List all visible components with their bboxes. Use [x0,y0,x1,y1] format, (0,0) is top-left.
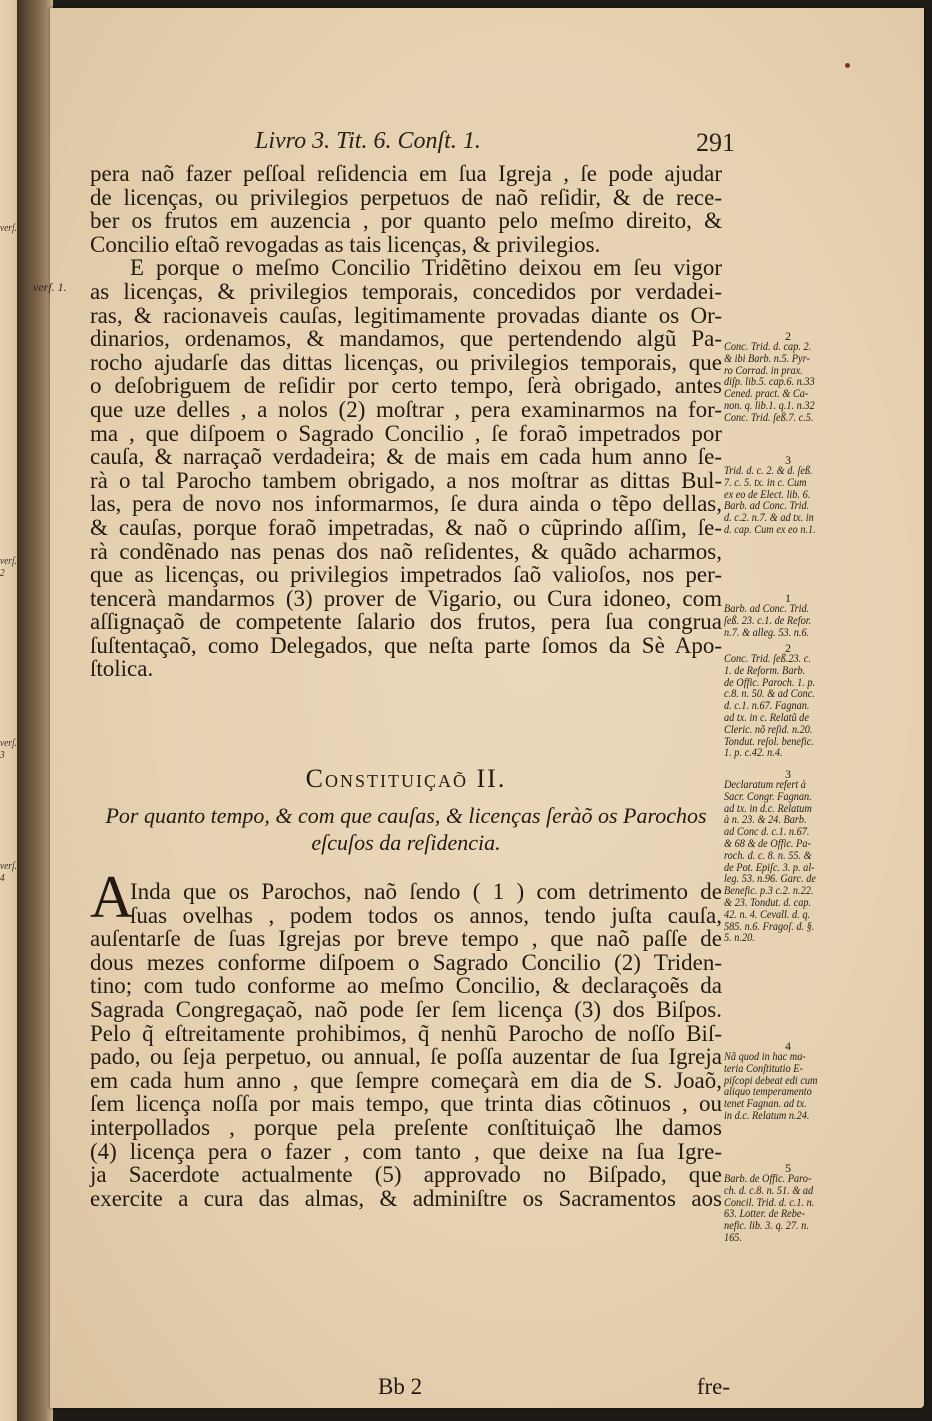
text-line: que uze delles , a nolos (2) moſtrar , pera examinarmos na for- [90,396,722,422]
text-line: ber os frutos em auzencia , por quanto pelo meſmo direito, & [90,208,722,234]
note-line: Benefic. p.3 c.2. n.22. [724,885,814,898]
note-line: Conc. Trid. ſeß.23. c. [724,653,811,665]
marginal-note [724,1162,852,1245]
note-line: Conc. Trid. ſeß.7. c.5. [724,411,814,424]
note-line: teria Conſtitutio E- [724,1062,803,1075]
book-gutter [17,0,53,1421]
page-footer [90,1374,730,1402]
text-line: dinarios, ordenamos, & mandamos, que pertendendo algũ Pa- [90,326,722,352]
note-number: 5 [785,1161,791,1175]
note-line: ex eo de Elect. lib. 6. [724,488,811,501]
note-number: 2 [785,329,791,343]
text-line: E porque o meſmo Concilio Tridẽtino deixou em ſeu vigor [130,255,722,281]
text-line: las, pera de novo nos informarmos, ſe dura ainda o tẽpo dellas, [90,491,722,517]
note-line: & ibi Barb. n.5. Pyr- [724,352,810,365]
note-line: Declaratum refert à [724,779,806,791]
text-line: Pelo q̃ eſtreitamente prohibimos, q̃ nenhũ Parocho de noſſo Biſ- [90,1020,722,1046]
text-line: rà o tal Parocho tambem obrigado, a nos moſtrar as dittas Bul- [90,467,722,493]
text-line: o deſobriguem de reſidir por certo tempo, ſerà obrigado, antes [90,373,722,399]
note-line: ad Conc d. c.1. n.67. [724,826,810,839]
text-line: tencerà mandarmos (3) prover de Vigario, ou Cura idoneo, com [90,585,722,611]
note-line: leg. 53. n.96. Garc. de [724,873,816,886]
section-1-text [33,161,722,682]
text-line: dous mezes conforme diſpoem o Sagrado Concilio (2) Triden- [90,949,722,975]
note-line: Sacr. Congr. Fagnan. [724,790,812,803]
note-line: tenet Fagnan. ad tx. [724,1098,807,1111]
text-line: em cada hum anno , que ſempre começarà em dia de S. Joaõ, [90,1067,722,1093]
note-line: Barb. ad Conc. Trid. [724,500,810,513]
text-line: aſſignaçaõ de competente ſalario dos frutos, pera ſua congrua [90,609,722,635]
note-line: non. q. lib.1. q.1. n.32 [724,399,815,412]
text-line: auſentarſe de ſuas Igrejas por breve tempo , que naõ paſſe de [90,926,722,952]
text-line: rocho ajudarſe das dittas licenças, ou privilegios temporais, que [90,349,722,375]
running-head [255,128,735,160]
note-line: Cened. pract. & Ca- [724,388,809,401]
section-subheading [90,802,722,856]
note-line: nefic. lib. 3. q. 27. n. [724,1220,809,1233]
note-number: 3 [785,453,791,467]
note-line: aliquo temperamento [724,1086,812,1099]
marginal-note [724,454,852,537]
text-line: Sagrada Congregaçaõ, naõ pode ſer ſem licença (3) dos Biſpos. [90,996,722,1022]
note-line: à n. 23. & 24. Barb. [724,814,807,827]
text-line: tino; com tudo conforme ao meſmo Concilio, & declaraçoẽs da [90,973,722,999]
note-line: ro Corrad. in prax. [724,364,803,377]
running-head-title: Livro 3. Tit. 6. Conſt. 1. [255,128,481,154]
note-line: diſp. lib.5. cap.6. n.33 [724,376,815,389]
note-line: 42. n. 4. Cevall. d. q. [724,908,811,921]
text-line: ſem licença noſſa por mais tempo, que trinta dias cõtinuos , ou [90,1091,722,1117]
marginal-note [724,330,852,425]
note-line: n.7. & alleg. 53. n.6. [724,626,810,639]
section-heading: Constituiçaõ II. [305,764,507,793]
text-line: ſuſtentaçaõ, como Delegados, que neſta parte ſomos da Sè Apo- [90,632,722,658]
marginal-note [724,642,852,760]
note-line: 63. Lotter. de Rebe- [724,1208,805,1221]
note-line: d. cap. Cum ex eo n.1. [724,523,816,536]
note-line: 165. [724,1231,743,1244]
verse-marker: verſ. 1. [33,280,67,294]
text-line: ſuas ovelhas , podem todos os annos, tendo juſta cauſa, [130,902,722,928]
note-line: 1. p. c.42. n.4. [724,747,783,760]
note-line: Barb. de Offic. Paro- [724,1173,812,1185]
note-line: d. c.1. n.67. Fagnan. [724,700,810,713]
note-line: Trid. d. c. 2. & d. ſeß. [724,465,813,477]
text-line: & cauſas, porque foraõ impetradas, & naõ o cũprindo aſſim, ſe- [90,514,722,540]
note-line: 7. c. 5. tx. in c. Cum [724,476,807,489]
catchword: fre- [696,1374,730,1399]
text-line: as licenças, & privilegios temporais, concedidos por verdadei- [90,278,722,304]
text-line: interpollados , porque pela preſente conſtituiçaõ lhe damos [90,1114,722,1140]
note-line: Conc. Trid. d. cap. 2. [724,341,812,353]
printer-signature: Bb 2 [378,1374,423,1399]
note-number: 1 [785,591,791,605]
subheading-line: eſcuſos da reſidencia. [311,830,501,855]
facing-verse-mark: verſ. 4 [0,860,17,884]
text-line: ja Sacerdote actualmente (5) approvado no Biſpado, que [90,1162,722,1188]
text-line: (4) licença pera o fazer , com tanto , que deixe na ſua Igre- [90,1138,722,1164]
note-line: de Offic. Paroch. 1. p. [724,676,816,689]
note-line: d. c.2. n.7. & ad tx. in [724,512,814,525]
note-line: c.8. n. 50. & ad Conc. [724,688,815,701]
drop-cap: A [90,864,134,930]
text-line: rà condẽnado nas penas dos naõ reſidentes, & quãdo acharmos, [90,538,722,564]
note-line: & 23. Tondut. d. cap. [724,896,812,909]
text-line: pera naõ fazer peſſoal reſidencia em ſua Igreja , ſe pode ajudar [90,161,722,186]
note-line: Barb. ad Conc. Trid. [724,603,810,615]
facing-verse-mark: verſ. [0,222,17,234]
note-line: 585. n.6. Fragoſ. d. §. [724,920,815,933]
note-line: roch. d. c. 8. n. 55. & [724,849,812,862]
foxing-spot [845,63,850,68]
marginal-note [724,1040,852,1123]
note-line: ad tx. in c. Relatũ de [724,711,809,724]
facing-verse-mark: verſ. 2 [0,555,17,579]
note-line: Tondut. reſol. benefic. [724,735,814,748]
note-line: ſeß. 23. c.1. de Refor. [724,614,812,627]
text-line: de licenças, ou privilegios perpetuos de naõ reſidir, & de rece- [90,184,722,210]
note-line: Cleric. nõ reſid. n.20. [724,723,813,736]
note-line: Nã quod in hac ma- [724,1051,806,1063]
note-line: & 68 & de Offic. Pa- [724,837,811,850]
note-number: 3 [785,767,791,781]
note-line: Concil. Trid. d. c.1. n. [724,1196,815,1209]
text-line: ſtolica. [90,656,154,682]
marginal-note [724,768,852,945]
note-number: 4 [785,1039,791,1053]
section-2-text [90,880,722,1210]
marginal-note [724,592,852,639]
text-line: que as licenças, ou privilegios impetrados ſaõ valioſos, nos per- [90,562,722,588]
note-line: ad tx. in d.c. Relatum [724,802,812,815]
text-line: exercite a cura das almas, & adminiſtre os Sacramentos aos [90,1185,722,1211]
subheading-line: Por quanto tempo, & com que cauſas, & licenças ſeràõ os Parochos [105,803,707,828]
text-line: Inda que os Parochos, naõ ſendo ( 1 ) com detrimento de [130,879,722,904]
text-line: pado, ou ſeja perpetuo, ou annual, ſe poſſa auzentar de ſua Igreja [90,1044,722,1070]
page-number: 291 [696,128,735,157]
text-line: Concilio eſtaõ revogadas as tais licenças, & privilegios. [90,231,601,257]
text-line: cauſa, & narraçaõ verdadeira; & de mais em cada hum anno ſe- [90,444,722,470]
text-line: ras, & racionaveis cauſas, legitimamente provadas diante os Or- [90,302,722,328]
note-line: 5. n.20. [724,932,755,945]
text-line: ma , que diſpoem o Sagrado Concilio , ſe foraõ impetrados por [90,420,722,446]
note-line: ch. d. c.8. n. 51. & ad [724,1184,814,1197]
note-line: in d.c. Relatum n.24. [724,1109,810,1122]
note-line: piſcopi debeat edi cum [724,1074,818,1087]
note-number: 2 [785,641,791,655]
note-line: de Pot. Epiſc. 3. p. al- [724,861,815,874]
facing-verse-mark: verſ. 3 [0,737,17,761]
note-line: 1. de Reform. Barb. [724,664,806,677]
